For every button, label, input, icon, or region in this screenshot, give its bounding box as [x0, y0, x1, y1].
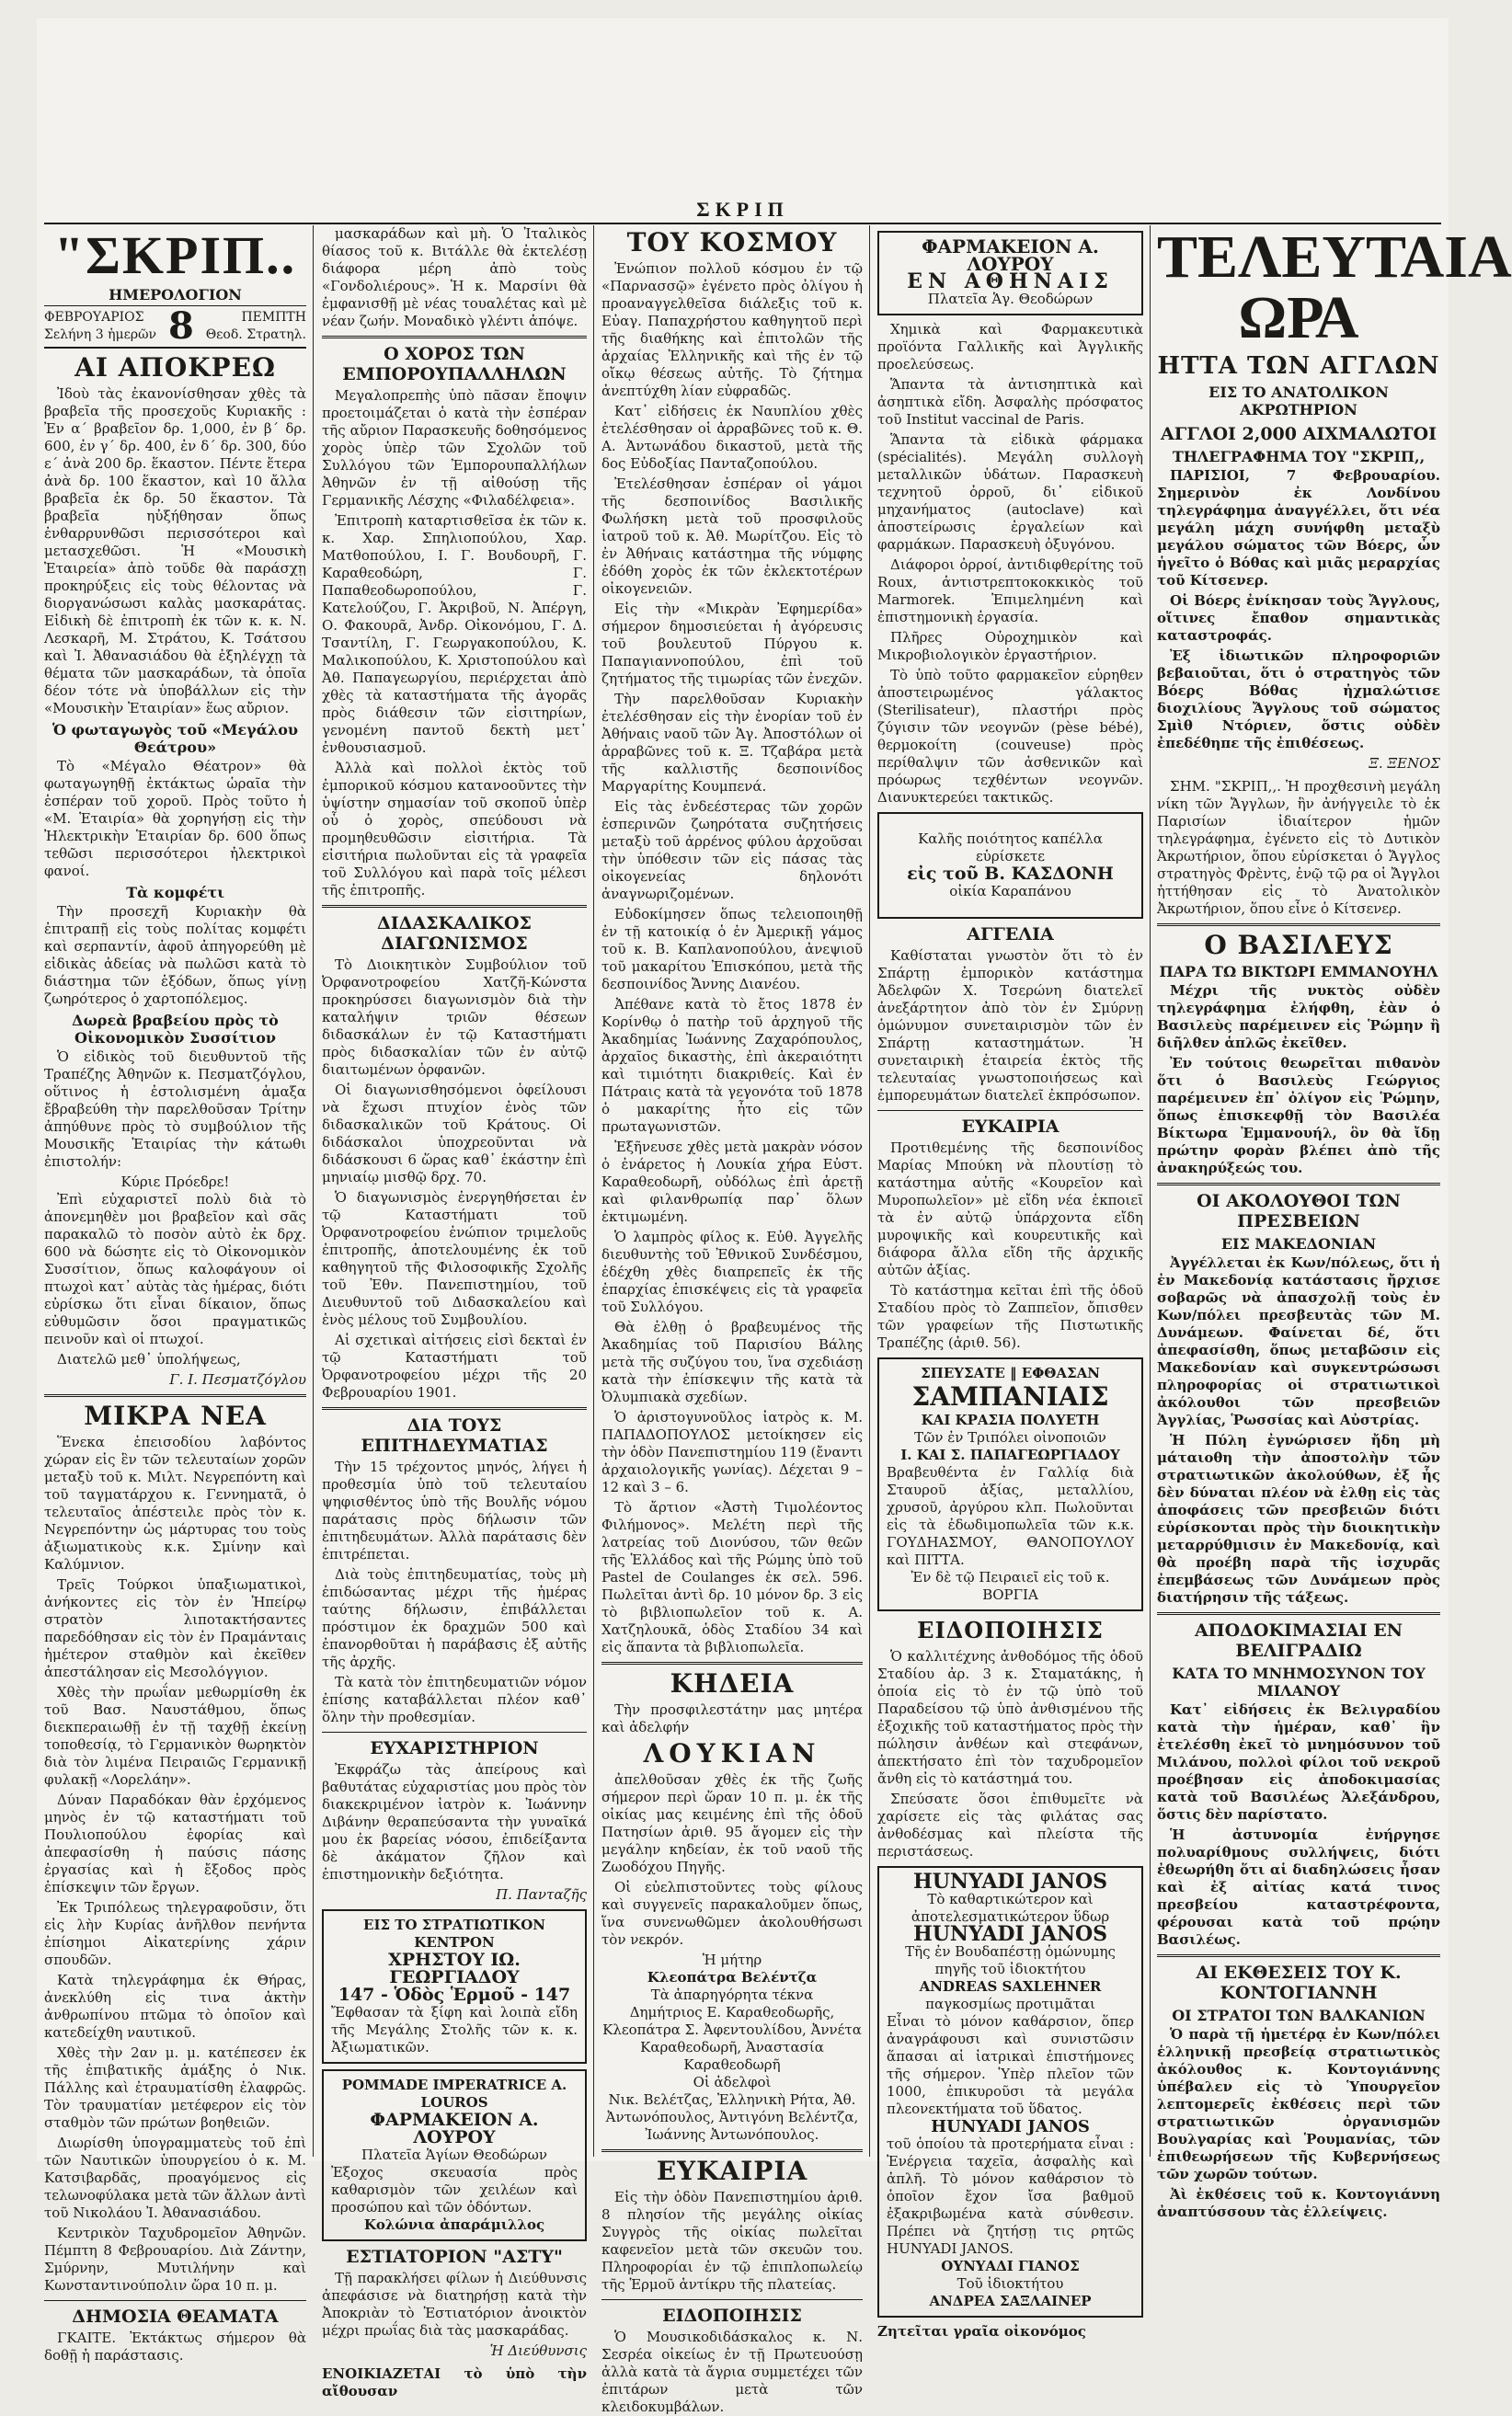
section-subtitle: ΚΑΤΑ ΤΟ ΜΝΗΜΟΣΥΝΟΝ ΤΟΥ ΜΙΛΑΝΟΥ — [1172, 1665, 1426, 1700]
news-item: Ἕνεκα ἐπεισοδίου λαβόντος χώραν εἰς ἓν τῶν τελευταίων χορῶν μεταξὺ τοῦ κ. Μιλτ. Νεγρεπόντη καὶ τοῦ ταγματάρχου κ. Γεννηματᾶ, ὁ τελευταῖος ἀπέστειλε πρὸς τὸν κ. Νεγρεπόντην ὡς μάρτυρας του τοὺς ἀξιωματικοὺς κ.κ. Σμίνην καὶ Καλύμνιον. — [44, 1434, 306, 1573]
ad-line: HUNYADI JANOS — [912, 1922, 1108, 1946]
signature: Ἡ Διεύθυνσις — [489, 2342, 587, 2359]
article-paragraph: Τὸ ὑπὸ τοῦτο φαρμακεῖον εὑρηθεν ἀποστειρωμένος γάλακτος (Sterilisateur), πλαστήρι πρὸς ζύγισιν τῶν νεογνῶν (pèse bébé), θερμοκοίτη (couveuse) πρὸς περίθαλψιν τῶν ἀσθενικῶν καὶ πρόωρως τεχθέντων νεογνῶν. Διανυκτερεύει τακτικῶς. — [877, 667, 1143, 806]
article-paragraph: ΣΗΜ. "ΣΚΡΙΠ,,. Ἡ προχθεσινὴ μεγάλη νίκη τῶν Ἄγγλων, ἣν ἀνήγγειλε τὸ ἐκ Παρισίων ἰδιαίτερον ἡμῶν τηλεγράφημα, ἐγένετο εἰς τὸ Δυτικὸν Ἀκρωτήριον, ὅπου εὑρίσκεται ὁ Ἄγγλος στρατηγὸς Φρὲντς, ἐνῷ τῷ ρα οἱ Ἄγγλοι ἡττήθησαν εἰς τὸ Ἀνατολικὸν Ἀκρωτήριον, ὅπου εἶνε ὁ Κίτσενερ. — [1157, 778, 1440, 917]
column-separator — [1150, 225, 1151, 2157]
headline: ΑΓΓΛΟΙ 2,000 ΑΙΧΜΑΛΩΤΟΙ — [1160, 424, 1437, 444]
section-title: Ο ΒΑΣΙΛΕΥΣ — [1204, 930, 1393, 960]
ad-line: Κολώνια ἀπαράμιλλος — [363, 2216, 545, 2233]
news-item: Τρεῖς Τούρκοι ὑπαξιωματικοὶ, ἀνήκοντες εἰς τὸν ἐν Ἠπείρῳ στρατὸν λιποτακτήσαντες παρεδόθησαν εἰς τὸν ἐν Πραμάνταις ἡμέτερον σταθμὸν καὶ ἐκεῖθεν ἀπεστάλησαν εἰς Μεσολόγγιον. — [44, 1576, 306, 1680]
date-saint: Θεοδ. Στρατηλ. — [205, 327, 306, 342]
news-item: Τὸ ἄρτιον «Ἀστὴ Τιμολέοντος Φιλήμονος». Μελέτη περὶ τῆς λατρείας τοῦ Διονύσου, τῶν θεῶν τῆς Ἑλλάδος καὶ τῆς Ρώμης ὑπὸ τοῦ Pastel de Coulanges ἐκ σελ. 596. Πωλεῖται ἀντὶ δρ. 10 μόνον δρ. 3 εἰς τὸ βιβλιοπωλεῖον τοῦ κ. Α. Χατζηλουκᾶ, ὁδὸς Σταδίου 34 καὶ εἰς ἅπαντα τὰ βιβλιοπωλεῖα. — [601, 1499, 863, 1655]
date-weekday: ΠΕΜΠΤΗ — [241, 310, 306, 325]
divider — [601, 2149, 863, 2152]
section-subtitle: ΟΙ ΣΤΡΑΤΟΙ ΤΩΝ ΒΑΛΚΑΝΙΩΝ — [1172, 2007, 1426, 2024]
article-paragraph: ΠΑΡΙΣΙΟΙ, 7 Φεβρουαρίου. Σημερινὸν ἐκ Λονδίνου τηλεγράφημα ἀναγγέλλει, ὅτι νέα μεγάλη μάχη συνήφθη μεταξὺ μεγάλου σώματος τῶν Βόερς, ὧν ἡγεῖτο ὁ Βόθας καὶ μιᾶς μεραρχίας τοῦ Κίτσενερ. — [1157, 467, 1440, 589]
article-paragraph: ἀπελθοῦσαν χθὲς ἐκ τῆς ζωῆς σήμερον περὶ ὥραν 10 π. μ. ἐκ τῆς οἰκίας μας κειμένης ἐπὶ τῆς ὁδοῦ Πατησίων ἀριθ. 95 ἄγομεν εἰς τὴν μεγάλην κηδείαν, ἐκ τοῦ ναοῦ τῆς Ζωοδόχου Πηγῆς. — [601, 1771, 863, 1875]
ad-line: ΦΑΡΜΑΚΕΙΟΝ Α. ΛΟΥΡΟΥ — [922, 235, 1099, 275]
article-paragraph: Τὸ «Μέγαλο Θέατρον» θὰ φωταγωγηθῇ ἐκτάκτως ὡραῖα τὴν ἑσπέραν τοῦ χοροῦ. Πρὸς τοῦτο ἡ «Μ. Ἑταιρία» θὰ χορηγήσῃ εἰς τὴν Ἠλεκτρικὴν Ἑταιρίαν δρ. 600 ὅπως τεθῶσι περισσότεροι ἠλεκτρικοὶ φανοί. — [44, 758, 306, 879]
divider — [601, 1662, 863, 1665]
ad-text: Εἶναι τὸ μόνον καθάρσιον, ὅπερ ἀναγράφουσι καὶ συνιστῶσιν ἅπασαι αἱ ἰατρικαὶ ἐπιστήμονες τῆς σήμερον. Ὑπὲρ πλεῖον τῶν 1000, ἐπικυροῦσι τὰ μεγάλα πλεονεκτήματα τοῦ ὕδατος. — [887, 2013, 1134, 2117]
letter-close: Διατελῶ μεθ᾽ ὑπολήψεως, — [57, 1351, 241, 1368]
classified-ad: ΕΝΟΙΚΙΑΖΕΤΑΙ τὸ ὑπὸ τὴν αἴθουσαν — [322, 2365, 587, 2399]
article-paragraph: Ὁ εἰδικὸς τοῦ διευθυντοῦ τῆς Τραπέζης Ἀθηνῶν κ. Πεσματζόγλου, οὕτινος ἡ ἐστολισμένη ἁμαξα ἔβραβεύθη τὴν παρελθοῦσαν Τρίτην ἀπηύθυνε πρὸς τὸ συμβούλιον τῆς Μουσικῆς Ἑταιρίας τὴν κάτωθι ἐπιστολήν: — [44, 1048, 306, 1170]
ad-line: ΕΝ ΑΘΗΝΑΙΣ — [907, 269, 1114, 293]
ad-line: ΕΙΣ ΤΟ ΣΤΡΑΤΙΩΤΙΚΟΝ ΚΕΝΤΡΟΝ — [363, 1917, 545, 1951]
section-title: ΕΥΚΑΙΡΙΑ — [656, 2156, 808, 2186]
news-item: Ὁ λαμπρὸς φίλος κ. Εὐθ. Ἀγγελῆς διευθυντὴς τοῦ Ἐθνικοῦ Συνδέσμου, ἐδέχθη χθὲς διαπρεπεῖς ἐκ τῆς ἐπαρχίας ἐπισκέψεις εἰς τὰ γραφεῖα τοῦ Συλλόγου. — [601, 1229, 863, 1315]
section-title: ΟΙ ΑΚΟΛΟΥΘΟΙ ΤΩΝ ΠΡΕΣΒΕΙΩΝ — [1197, 1191, 1401, 1231]
ad-line: Πλατεῖα Ἁγίων Θεοδώρων — [361, 2147, 547, 2163]
article-paragraph: Ἐξ ἰδιωτικῶν πληροφοριῶν βεβαιοῦται, ὅτι ὁ στρατηγὸς τῶν Βόερς Βόθας ἠχμαλώτισε διοχιλίους Ἄγγλους τοῦ σώματος Σμὶθ Ντόριεν, ὅστις οὐδὲν ἐπεδέθηπε τῆς ἐπιθέσεως. — [1157, 647, 1440, 751]
article-heading: ΤΗΛΕΓΡΑΦΗΜΑ ΤΟΥ "ΣΚΡΙΠ,, — [1172, 448, 1426, 465]
section-title: ΕΙΔΟΠΟΙΗΣΙΣ — [662, 2306, 802, 2326]
article-paragraph: Τὴν προσεχῆ Κυριακὴν θὰ ἐπιτραπῇ εἰς τοὺς πολίτας κομφέτι καὶ σερπαντίν, ἀφοῦ ἀπηγορεύθη μὲ εἰδικὰς ἀδείας νὰ πωλῶσι κατὰ τὸ διάστημα τῶν ἑξόδων, ὅπως γίνῃ ζωηρότερος ὁ χαρτοπόλεμος. — [44, 903, 306, 1007]
divider — [322, 336, 587, 338]
article-paragraph: Ἀγγέλλεται ἐκ Κων/πόλεως, ὅτι ἡ ἐν Μακεδονίᾳ κατάστασις ἤρχισε σοβαρῶς νὰ ἀπασχολῇ τοὺς ἐν Κων/πόλει πρεσβευτὰς τῶν Μ. Δυνάμεων. Φαίνεται δέ, ὅτι ἀπεφασίσθη, ὅπως μεταβῶσιν εἰς Μακεδονίαν καὶ συγκεντρώσωσι πληροφορίας οἱ στρατιωτικοὶ ἀκόλουθοι τῶν πρεσβειῶν Ἀγγλίας, Ῥωσσίας καὶ Αὐστρίας. — [1157, 1254, 1440, 1428]
article-paragraph: Μέχρι τῆς νυκτὸς οὐδὲν τηλεγράφημα ἐλήφθη, ἐὰν ὁ Βασιλεὺς παρέμεινεν εἰς Ῥώμην ἢ διῆλθεν ἁπλῶς ἐκεῖθεν. — [1157, 982, 1440, 1051]
ad-line: ΣΑΜΠΑΝΙΑΙΣ — [911, 1381, 1109, 1412]
news-item: Κεντρικὸν Ταχυδρομεῖον Ἀθηνῶν. Πέμπτη 8 Φεβρουαρίου. Διὰ Ζάντην, Σμύρνην, Μυτιλήνην καὶ Κωνσταντινούπολιν ὥρα 10 π. μ. — [44, 2225, 306, 2294]
classified-ad: Ζητεῖται γραῖα οἰκονόμος — [877, 2323, 1086, 2340]
letter-signature: Γ. Ι. Πεσματζόγλου — [169, 1371, 306, 1388]
ad-line: εἰς τοῦ Β. ΚΑΣΔΟΝΗ — [907, 864, 1114, 884]
section-title: ΚΗΔΕΙΑ — [670, 1668, 795, 1699]
column-separator — [313, 225, 314, 2157]
news-item: Κατὰ τηλεγράφημα ἐκ Θήρας, ἀνεκλύθη εἰς τινα ἀκτὴν ἀνθρωπίνου πτῶμα τὸ ὁποῖον καὶ κατεδείχθη ναυτικοῦ. — [44, 1972, 306, 2041]
ad-text: Ἐξοχος σκευασία πρὸς καθαρισμὸν τῶν χειλέων καὶ προσώπου καὶ τῶν ὀδόντων. — [331, 2164, 578, 2216]
article-paragraph: Ἐκφράζω τὰς ἀπείρους καὶ βαθυτάτας εὐχαριστίας μου πρὸς τὸν διακεκριμένον ἰατρὸν κ. Ἰωάννην Διβάνην θεραπεύσαντα τὴν γυναῖκά μου ἐκ βαρείας νόσου, ἐπιδείξαντα δὲ ἀκάματον ζῆλον καὶ ἐπιστημονικὴν δεξιότητα. — [322, 1761, 587, 1883]
date-bar — [44, 305, 306, 349]
date-month: ΦΕΒΡΟΥΑΡΙΟΣ — [44, 310, 144, 325]
article-heading: Δωρεὰ βραβείου πρὸς τὸ Οἰκονομικὸν Συσσίτιον — [72, 1012, 279, 1047]
article-paragraph: Ὁ παρὰ τῇ ἡμετέρᾳ ἐν Κων/πόλει ἑλληνικῇ πρεσβείᾳ στρατιωτικὸς ἀκόλουθος κ. Κοντογιάννης ὑπέβαλεν εἰς τὸ Ὑπουργεῖον λεπτομερεῖς ἐκθέσεις περὶ τῶν στρατιωτικῶν ὀργανισμῶν Βουλγαρίας καὶ Ῥουμανίας, τῶν ἐπιθεωρήσεων τῆς Κυβερνήσεως τῶν χωρῶν τούτων. — [1157, 2026, 1440, 2182]
ad-line: Ι. ΚΑΙ Σ. ΠΑΠΑΓΕΩΡΓΙΑΔΟΥ — [900, 1447, 1120, 1463]
last-hour-title: ΤΕΛΕΥΤΑΙΑ ΩΡΑ — [1157, 223, 1512, 351]
divider — [601, 2299, 863, 2300]
mourner-line: Οἱ ἀδελφοὶ — [693, 2074, 772, 2090]
section-subtitle: ΠΑΡΑ ΤΩ ΒΙΚΤΩΡΙ ΕΜΜΑΝΟΥΗΛ — [1159, 963, 1438, 980]
section-title: ΑΓΓΕΛΙΑ — [967, 924, 1054, 945]
news-item: Θὰ ἐλθῃ ὁ βραβευμένος τῆς Ἀκαδημίας τοῦ Παρισίου Βάλης μετὰ τῆς συζύγου του, ἵνα σχεδιάσῃ κατὰ τὴν ἐπίσκεψιν τῆς κατὰ τὰ Ὀλυμπιακὰ σχεδίων. — [601, 1319, 863, 1405]
news-item: Διωρίσθη ὑπογραμματεὺς τοῦ ἐπὶ τῶν Ναυτικῶν ὑπουργείου ὁ κ. Μ. Κατσιβαρδᾶς, προαγόμενος εἰς τελωνοφύλακα μετὰ τῶν ἄλλων ἀντὶ τοῦ Νικολάου Ἰ. Ἀθανασιάδου. — [44, 2135, 306, 2221]
news-item: Ἐκ Τριπόλεως τηλεγραφοῦσιν, ὅτι εἰς λὴν Κυρίας ἀνῆλθον πενήντα ἐπίσημοι Αἰκατερίνης χάριν σπουδῶν. — [44, 1899, 306, 1968]
ad-line: παγκοσμίως προτιμᾶται — [925, 1996, 1095, 2012]
paper-subtitle: ΗΜΕΡΟΛΟΓΙΟΝ — [109, 286, 242, 303]
news-item: Χθὲς τὴν πρωΐαν μεθωρμίσθη ἐκ τοῦ Βασ. Ναυστάθμου, ὅπως διεκπεραιωθῇ ἐν τῇ ταχθῇ ἐκείνῃ τοποθεσίᾳ, τὸ Γερμανικὸν θωρηκτὸν διὰ τὸν λιμένα Πειραιῶς Γερμανικῇ φυλακῇ «Λορελάην». — [44, 1684, 306, 1788]
ad-line: ANDREAS SAXLEHNER — [919, 1978, 1102, 1995]
article-paragraph: Ἅπαντα τὰ εἰδικὰ φάρμακα (spécialités). Μεγάλη συλλογὴ μεταλλικῶν ὑδάτων. Παρασκευὴ τεχνητοῦ ὀρροῦ, δι᾽ εἰδικοῦ μηχανήματος (autoclave) καὶ ἀποστείρωσις ἐργαλείων καὶ φαρμάκων. Παρασκευὴ ὀξυγόνου. — [877, 431, 1143, 553]
ad-line: Τοῦ ἰδιοκτήτου — [956, 2275, 1064, 2292]
ad-box — [877, 1866, 1143, 2318]
divider — [322, 905, 587, 908]
section-title: ΕΥΚΑΙΡΙΑ — [961, 1116, 1060, 1137]
deceased-name: ΛΟΥΚΙΑΝ — [643, 1738, 821, 1769]
article-paragraph: Μεγαλοπρεπὴς ὑπὸ πᾶσαν ἔποψιν προετοιμάζεται ὁ κατὰ τὴν ἑσπέραν τῆς αὔριον Παρασκευῆς δοθησόμενος χορὸς ὑπὲρ τῶν Σχολῶν τοῦ Συλλόγου τῶν Ἐμπορουπαλλήλων Ἀθηνῶν ἐν τῇ αἰθούσῃ τῆς Γερμανικῆς Λέσχης «Φιλαδέλφεια». — [322, 387, 587, 509]
news-item: Χθὲς τὴν 2αν μ. μ. κατέπεσεν ἐκ τῆς ἐπιβατικῆς ἁμάξης ὁ Νικ. Πάλλης καὶ ἐτραυματίσθη ἐλαφρῶς. Τὸν τραυματίαν μετέφερον εἰς τὸν σταθμὸν τῶν πρώτων βοηθειῶν. — [44, 2044, 306, 2131]
column-1 — [44, 225, 306, 2364]
news-item: Εἰς τὰς ἐνδεέστερας τῶν χορῶν ἑσπερινῶν ζωηρότατα συζητήσεις μεταξὺ τοῦ ἀρρένος φύλου ἀρχοῦσαι τὴν ὑπόθεσιν τῶν εἰς πάσας τὰς οἰκογενείας δηλονότι ἀναγνωριζομένων. — [601, 798, 863, 902]
news-item: Εἰς τὴν «Μικρὰν Ἐφημερίδα» σήμερον δημοσιεύεται ἡ ἀγόρευσις τοῦ βουλευτοῦ Πύργου κ. Παπαγιαννοπούλου, ἐπὶ τοῦ ζητήματος τῆς τιμωρίας τῶν ἐνεχῶν. — [601, 601, 863, 687]
section-title: ΔΙΑ ΤΟΥΣ ΕΠΙΤΗΔΕΥΜΑΤΙΑΣ — [361, 1415, 548, 1456]
column-5 — [1157, 223, 1512, 2220]
divider — [44, 1394, 306, 1397]
ad-box — [877, 812, 1143, 919]
date-number: 8 — [167, 304, 194, 348]
news-item: Δύναν Παραδόκαν θὰν ἐρχόμενος μηνὸς ἐν τῷ καταστήματι τοῦ Πουλιοπούλου ἐφορίας καὶ ἀπεφασίσθη ἡ παύσις πάσης ἐργασίας καὶ ἡ ἔξοδος πρὸς ἐπίσκεψιν τῶν ἔργων. — [44, 1792, 306, 1895]
news-item: Ἐξῆνευσε χθὲς μετὰ μακρὰν νόσον ὁ ἐνάρετος ἡ Λουκία χήρα Εὐστ. Καραθεοδωρῆ, οὐδόλως ἐπὶ ἀρετῇ καὶ φιλανθρωπίᾳ παρ᾽ ὅλων ἐκτιμωμένη. — [601, 1139, 863, 1225]
article-paragraph: Καθίσταται γνωστὸν ὅτι τὸ ἐν Σπάρτῃ ἐμπορικὸν κατάστημα Ἀδελφῶν Χ. Τσερώνη διατελεῖ ἀνεξάρτητον ἀπὸ τὸν ἐν Σμύρνῃ ὁμώνυμον συνεταιρισμὸν τῶν ἐν Σπάρτῃ καταστημάτων. Ἠ συνεταιρικὴ ἐταιρεία ἐκτὸς τῆς τελευταίας γνωστοποιήσεως καὶ ἐμπορευμάτων διατελεῖ ἐκπρόσωπον. — [877, 947, 1143, 1104]
ad-line: ΦΑΡΜΑΚΕΙΟΝ Α. ΛΟΥΡΟΥ — [370, 2110, 539, 2147]
news-item: Κατ᾽ εἰδήσεις ἐκ Ναυπλίου χθὲς ἐτελέσθησαν οἱ ἀρραβῶνες τοῦ κ. Θ. Α. Ἀντωνάδου δικαστοῦ, μετὰ τῆς δος Εὐδοξίας Πανταζοπούλου. — [601, 403, 863, 472]
article-paragraph: Ἡ ἀστυνομία ἐνήργησε πολυαρίθμους συλλήψεις, διότι ἐθεωρήθη ὅτι αἱ διαδηλώσεις ἦσαν καὶ ἐξ αἰτίας κατά τινος πρεσβείου καταστρέφοντα, φέρουσαι κατὰ τοῦ πρῴην Βασιλέως. — [1157, 1826, 1440, 1948]
ad-box — [322, 1909, 587, 2064]
ad-text: τοῦ ὁποίου τὰ προτερήματα εἶναι : Ἐνέργεια ταχεῖα, ἀσφαλὴς καὶ ἀπλῆ. Τὸ μόνον καθάρσιον τὸ ὁποῖον ἔχον ἴσα βαθμοῦ ἐξακριβωμένα κατὰ σύνθεσιν. Πρέπει νὰ ζητήσῃ τις ρητῶς HUNYADI JANOS. — [887, 2135, 1134, 2257]
article-paragraph: Διὰ τοὺς ἐπιτηδευματίας, τοὺς μὴ ἐπιδώσαντας μέχρι τῆς ἡμέρας ταύτης δήλωσιν, ἐπιβάλλεται πρόστιμον ἐκ δραχμῶν 500 καὶ ἐπανορθοῦται ἡ παράβασις ἐξ αὐτῆς τῆς ἀρχῆς. — [322, 1566, 587, 1670]
headline: ΕΙΣ ΤΟ ΑΝΑΤΟΛΙΚΟΝ ΑΚΡΩΤΗΡΙΟΝ — [1208, 384, 1389, 418]
mourner-line: Δημήτριος Ε. Καραθεοδωρῆς, Κλεοπάτρα Σ. Ἀφεντουλίδου, Ἀννέτα Καραθεοδωρῆ, Ἀναστασία Καραθεοδωρῆ — [602, 2004, 862, 2073]
ad-line: ΧΡΗΣΤΟΥ ΙΩ. ΓΕΩΡΓΙΑΔΟΥ — [388, 1950, 521, 1987]
section-title: ΕΣΤΙΑΤΟΡΙΟΝ "ΑΣΤΥ" — [346, 2247, 563, 2267]
date-moon: Σελήνη 3 ἡμερῶν — [44, 327, 157, 342]
article-paragraph: Εἰς τὴν ὁδὸν Πανεπιστημίου ἀριθ. 8 πλησίον τῆς μεγάλης οἰκίας Συγγρὸς τῆς οἰκίας πωλεῖται καφενεῖον μετὰ τῶν σκευῶν του. Πληροφορίαι ἐν τῷ ἐπιπλοπωλείῳ τῆς Ἑρμοῦ ἁντίκρυ τῆς πλατείας. — [601, 2189, 863, 2293]
article-paragraph: Ἐπιτροπὴ καταρτισθεῖσα ἐκ τῶν κ. κ. Χαρ. Σπηλιοπούλου, Χαρ. Ματθοπούλου, Ι. Γ. Βουδουρῆ, Γ. Καραθεοδώρη, Γ. Παπαθεοδωροπούλου, Γ. Κατελούζου, Γ. Ἀκριβοῦ, Ν. Ἀπέργη, Ο. Φακουρᾶ, Ἀνδρ. Οἰκονόμου, Γ. Δ. Τσαντίλη, Γ. Γεωργακοπούλου, Κ. Μαλικοπούλου, Κ. Χριστοπούλου καὶ Ἀθ. Παπαγεωργίου, περιέρχεται ἀπὸ χθὲς τὰ καταστήματα τῆς ἀγορᾶς πρὸς διάθεσιν τῶν εἰσιτηρίων, γενομένη παντοῦ δεκτὴ μετ᾽ ἐνθουσιασμοῦ. — [322, 512, 587, 756]
ad-line: οἰκία Καραπάνου — [949, 883, 1071, 899]
section-title: ΤΟΥ ΚΟΣΜΟΥ — [626, 227, 838, 258]
article-paragraph: Τὴν 15 τρέχοντος μηνός, λήγει ἡ προθεσμία ὑπὸ τοῦ τελευταίου ψηφισθέντος ὑπὸ τῆς Βουλῆς νόμου παράτασις πρὸς δήλωσιν τῶν ἐπιτηδευμάτων. Ἀλλὰ παράτασις δὲν ἐπιτρέπεται. — [322, 1459, 587, 1563]
article-heading: Ὁ φωταγωγὸς τοῦ «Μεγάλου Θεάτρου» — [52, 721, 299, 756]
news-item: Ἐνώπιον πολλοῦ κόσμου ἐν τῷ «Παρνασσῷ» ἐγένετο πρὸς ὀλίγου ἡ προαναγγελθεῖσα διάλεξις τοῦ κ. Εὐαγ. Παπαχρήστου καθηγητοῦ περὶ τῆς διαθήκης καὶ ἐπιτολῶν τῆς ἀρχαίας Ἑλληνικῆς καὶ τῆς ἐν τῷ οἴκῳ θέσεως αὐτῆς. Τὸ ζήτημα ἀνεπτύχθη λίαν εὐφραδῶς. — [601, 260, 863, 399]
divider — [44, 2300, 306, 2301]
article-paragraph: Ἡ Πύλη ἐγνώρισεν ἤδη μὴ μάταιοθη τὴν ἀποστολὴν τῶν στρατιωτικῶν ἀκολούθων, ἐξ ἧς δὲν δύναται πλέον νὰ ἐλθῃ εἰς τὰς ἀποφάσεις τῶν πρεσβειῶν διότι εὑρίσκονται πρὸς τὴν διοικητικὴν μεταρρύθμισιν ἐν Μακεδονίᾳ, καὶ θὰ προέβη παρὰ τῆς ἰσχυρᾶς ἐπεμβάσεως τῶν Δυνάμεων πρὸς διατήρησιν τῆς τάξεως. — [1157, 1432, 1440, 1606]
article-paragraph: Οἱ Βόερς ἐνίκησαν τοὺς Ἄγγλους, οἵτινες ἔπαθον σημαντικὰς καταστροφάς. — [1157, 592, 1440, 644]
divider — [322, 1732, 587, 1733]
news-item: Ἐτελέσθησαν ἐσπέραν οἱ γάμοι τῆς δεσποινίδος Βασιλικῆς Φωλήσκη μετὰ τοῦ προσφιλοῦς ἰατροῦ τοῦ κ. Ἀθ. Μωρίτζου. Εἰς τὸ ἐν Ἀθήναις κατάστημα τῆς νύμφης ἐδόθη χορὸς ἐκ τῶν ἐκλεκτοτέρων οἰκογενειῶν. — [601, 475, 863, 597]
news-item: Ὁ ἀριστογυνοῦλος ἰατρὸς κ. Μ. ΠΑΠΑΔΟΠΟΥΛΟΣ μετοίκησεν εἰς τὴν ὁδὸν Πανεπιστημίου 119 (ἔναντι ἀρχαιολογικῆς γωνίας). Δέχεται 9 – 12 καὶ 3 – 6. — [601, 1409, 863, 1495]
article-paragraph: Τὸ Διοικητικὸν Συμβούλιον τοῦ Ὀρφανοτροφείου Χατζῆ-Κώνστα προκηρύσσει διαγωνισμὸν διὰ τὴν καταλήψιν τριῶν θέσεων διδασκάλων ἐν τῷ Καταστήματι πρὸς διδασκαλίαν τῶν ἐν αὐτῷ διαιτωμένων ὀρφανῶν. — [322, 956, 587, 1078]
ad-line: HUNYADI JANOS — [931, 2117, 1090, 2136]
article-paragraph: Τὰ κατὰ τὸν ἐπιτηδευματιῶν νόμον ἐπίσης καταβάλλεται πλέον καθ᾽ ὅλην τὴν προθεσμίαν. — [322, 1674, 587, 1725]
ad-line: HUNYADI JANOS — [912, 1870, 1108, 1894]
section-title: ΜΙΚΡΑ ΝΕΑ — [84, 1401, 267, 1431]
column-separator — [593, 225, 594, 2157]
article-paragraph: Οἱ διαγωνισθησόμενοι ὀφείλουσι νὰ ἔχωσι πτυχίον ἐνὸς τῶν διδασκαλικῶν τοῦ Κράτους. Οἱ διδάσκαλοι ὑποχρεοῦνται νὰ διδάσκουσι 6 ὥρας καθ᾽ ἑκάστην ἐπὶ μηνιαίῳ μισθῷ δρχ. 70. — [322, 1082, 587, 1185]
section-title: ΕΥΧΑΡΙΣΤΗΡΙΟΝ — [370, 1738, 539, 1758]
article-paragraph: Τὴν προσφιλεστάτην μας μητέρα καὶ ἀδελφήν — [601, 1701, 863, 1735]
column-4 — [877, 225, 1143, 2340]
section-title: ΔΙΔΑΣΚΑΛΙΚΟΣ ΔΙΑΓΩΝΙΣΜΟΣ — [377, 913, 532, 954]
section-title: ΑΠΟΔΟΚΙΜΑΣΙΑΙ ΕΝ ΒΕΛΙΓΡΑΔΙΩ — [1194, 1620, 1403, 1661]
article-paragraph: Ὁ καλλιτέχνης ἀνθοδόμος τῆς ὁδοῦ Σταδίου ἀρ. 3 κ. Σταματάκης, ἡ ὁποία εἰς τὸ ἐν τῷ ὑπὸ τοῦ Παραδείσου τῷ ὑπὸ ἀνθισμένου τῆς ἐξοχικῆς τοῦ καταστήματος πρὸς τὴν πώλησιν ἀνθέων καὶ στεφάνων, ἀπεκτήσατο ἐπὶ τὸν ταχυδρομεῖον ἄνθη εἰς τὸ κατάστημά του. — [877, 1648, 1143, 1787]
article-paragraph: Προτιθεμένης τῆς δεσποινίδος Μαρίας Μπούκη νὰ πλουτίσῃ τὸ κατάστημα αὐτῆς «Κουρεῖον καὶ Μυροπωλεῖον» μὲ εἴδη νέα ἐκποιεῖ τὰ ἐν αὐτῷ ὑπάρχοντα εἴδη μυροψικῆς καὶ κουρευτικῆς καὶ διάφορα ἄλλα εἴδη τῆς ἀρχικῆς αὐτῶν ἀξίας. — [877, 1139, 1143, 1278]
article-paragraph: Ἰδοὺ τὰς ἐκανονίσθησαν χθὲς τὰ βραβεῖα τῆς προσεχοῦς Κυριακῆς : Ἐν α´ βραβεῖον δρ. 1,000, ἐν β´ δρ. 600, ἐν γ´ δρ. 400, ἐν δ´ δρ. 300, δύο ε´ ἀνὰ 200 δρ. ἕκαστον. Πέντε ἕτερα ἀνὰ δρ. 100 ἕκαστον, καὶ 10 ἄλλα βραβεῖα ἐκ δρ. 50 ἕκαστον. Τὰ βραβεῖα ηὐξήθησαν ὅπως ἐνθαρρυνθῶσι περισσότεροι καὶ μετασχεθῶσι. Ἡ «Μουσικὴ Ἑταιρεία» ἀπὸ τοῦδε θὰ παράσχῃ προκηρύξεις εἰς τοὺς θέλοντας νὰ διοργανώσωσι καλὰς μασκαράτας. Εἰδικὴ δὲ ἐπιτροπὴ ἐκ τῶν κ. κ. Ν. Λεσκαρῆ, Μ. Στράτου, Κ. Τσάτσου καὶ Ἰ. Ἀθανασιάδου θὰ ἐξηλέγχῃ τὰ θέματα τῶν μασκαράδων, τὰ ὁποῖα δέον τότε νὰ ὑποβάλλων εἰς τὴν «Μουσικὴν Ἑταιρίαν» ἕως αὔριον. — [44, 385, 306, 716]
article-paragraph: Πλῆρες Οὐροχημικὸν καὶ Μικροβιολογικὸν ἐργαστήριον. — [877, 629, 1143, 663]
article-paragraph: Τῇ παρακλήσει φίλων ἡ Διεύθυνσις ἀπεφάσισε νὰ διατηρήσῃ κατὰ τὴν Ἀποκριὰν τὸ Ἑστιατόριον ἀνοικτὸν μέχρι πρωΐας διὰ τὰς μασκαράδας. — [322, 2270, 587, 2339]
mourner-line: Κλεοπάτρα Βελέντζα — [647, 1969, 818, 1986]
divider — [1157, 1612, 1440, 1615]
divider — [1157, 1954, 1440, 1957]
headline: ΗΤΤΑ ΤΩΝ ΑΓΓΛΩΝ — [1157, 352, 1440, 380]
ad-line: ΣΠΕΥΣΑΤΕ ‖ ΕΦΘΑΣΑΝ — [921, 1365, 1100, 1381]
signature: Ξ. ΞΕΝΟΣ — [1369, 755, 1440, 772]
running-masthead: ΣΚΡΙΠ — [696, 198, 789, 221]
mourner-line: Ἡ μήτηρ — [702, 1952, 762, 1968]
divider — [322, 1407, 587, 1410]
ad-line: Καλῆς ποιότητος καπέλλα εὑρίσκετε — [918, 830, 1103, 864]
article-paragraph: Ὁ διαγωνισμὸς ἐνεργηθήσεται ἐν τῷ Καταστήματι τοῦ Ὀρφανοτροφείου ἐνώπιον τριμελοῦς ἐπιτροπῆς, ἀποτελουμένης ἐκ τοῦ καθηγητοῦ τῆς Φιλοσοφικῆς Σχολῆς τοῦ Ἐθν. Πανεπιστημίου, τοῦ Διευθυντοῦ τοῦ Διδασκαλείου καὶ ἑνὸς μέλους τοῦ Συμβουλίου. — [322, 1189, 587, 1328]
ad-line: 147 - Ὁδὸς Ἑρμοῦ - 147 — [338, 1985, 571, 2005]
ad-box — [877, 1357, 1143, 1611]
ad-line: ΑΝΔΡΕΑ ΣΑΞΛΑΙΝΕΡ — [929, 2293, 1092, 2309]
mourner-line: Νικ. Βελέτζας, Ἑλληνικὴ Ρήτα, Ἀθ. Ἀντωνόπουλος, Ἀντιγόνη Βελέντζα, Ἰωάννης Ἀντωνόπουλος. — [605, 2091, 859, 2143]
section-title: ΑΙ ΕΚΘΕΣΕΙΣ ΤΟΥ Κ. ΚΟΝΤΟΓΙΑΝΝΗ — [1196, 1963, 1402, 2003]
signature: Π. Πανταζῆς — [496, 1886, 587, 1903]
article-paragraph: Αἱ σχετικαὶ αἰτήσεις εἰσὶ δεκταὶ ἐν τῷ Καταστήματι τοῦ Ὀρφανοτροφείου μέχρι τῆς 20 Φεβρουαρίου 1901. — [322, 1332, 587, 1401]
article-paragraph: Ἀὶ ἐκθέσεις τοῦ κ. Κοντογιάννη ἀναπτύσσουν τὰς ἐλλείψεις. — [1157, 2186, 1440, 2220]
newspaper-page — [37, 18, 1512, 2415]
ad-line: Τὸ καθαρτικώτερον καὶ ἀποτελεσματικώτερον ὕδωρ — [911, 1891, 1110, 1925]
ad-line: Τῆς ἐν Βουδαπέστῃ ὁμώνυμης πηγῆς τοῦ ἰδιοκτήτου — [905, 1943, 1116, 1977]
ad-line: Τῶν ἐν Τριπόλει οἰνοποιῶν — [914, 1429, 1106, 1446]
ad-box — [877, 231, 1143, 315]
section-subtitle: ΕΙΣ ΜΑΚΕΔΟΝΙΑΝ — [1220, 1235, 1377, 1253]
section-title: ΔΗΜΟΣΙΑ ΘΕΑΜΑΤΑ — [72, 2307, 279, 2327]
news-item: Ἀπέθανε κατὰ τὸ ἔτος 1878 ἐν Κορίνθῳ ὁ πατὴρ τοῦ ἀρχηγοῦ τῆς Ἀκαδημίας Ἰωάννης Ζαχαρόπουλος, ἀρχαῖος δικαστὴς, ἐπὶ ἀκεραιότητι καὶ τιμιότητι διακριθείς. Καὶ ἐν Πάτραις κατὰ τὰ γεγονότα τοῦ 1878 ὁ μακαρίτης ἦτο εἰς τῶν πρωταγωνιστῶν. — [601, 996, 863, 1135]
ad-line: ΟΥΝΥΑΔΙ ΓΙΑΝΟΣ — [941, 2258, 1080, 2274]
article-paragraph: Διάφοροι ὀρροί, ἀντιδιφθερίτης τοῦ Roux, ἀντιστρεπτοκοκκικὸς τοῦ Marmorek. Ἐπιμελημένη καὶ ἐπιστημονικὴ ἐργασία. — [877, 556, 1143, 625]
ad-line: POMMADE IMPERATRICE A. LOUROS — [341, 2077, 567, 2111]
article-paragraph: Ἐν τούτοις θεωρεῖται πιθανὸν ὅτι ὁ Βασιλεὺς Γεώργιος παρέμεινεν ἐπ᾽ ὀλίγον εἰς Ῥώμην, ὅπως ἐπισκεφθῇ τὸν Βασιλέα Βίκτωρα Ἐμμανουήλ, ὃν θὰ ἴδῃ πρώτην φορὰν βλέπει ἀπὸ τῆς ἀνακηρύξεώς του. — [1157, 1055, 1440, 1176]
ad-line: Πλατεῖα Ἁγ. Θεοδώρων — [927, 291, 1094, 307]
divider — [1157, 1183, 1440, 1185]
article-paragraph: Σπεύσατε ὅσοι ἐπιθυμεῖτε νὰ χαρίσετε εἰς τὰς φιλάτας σας ἀνθοδέσμας καὶ πλείστα τῆς περιστάσεως. — [877, 1791, 1143, 1860]
article-heading: Τὰ κομφέτι — [126, 884, 224, 901]
column-2 — [322, 225, 587, 2399]
news-item: Εὐδοκίμησεν ὅπως τελειοποιηθῇ ἐν τῇ κατοικίᾳ ὁ ἐν Ἀμερικῇ γάμος τοῦ κ. Β. Καπλανοπούλου, ἀνεψιοῦ τοῦ μακαρίτου Ἐπισκόπου, μετὰ τῆς δεσποινίδος Ἄννης Διανέου. — [601, 906, 863, 992]
article-paragraph: Οἱ εὐελπιστοῦντες τοὺς φίλους καὶ συγγενεῖς παρακαλοῦμεν ὅπως, ἵνα συνενωθῶμεν ἀκολουθήσωσι τὸν νεκρόν. — [601, 1879, 863, 1948]
column-3 — [601, 225, 863, 2415]
section-title: ΑΙ ΑΠΟΚΡΕΩ — [74, 352, 276, 383]
article-paragraph: ΓΚΑΙΤΕ. Ἐκτάκτως σήμερον θὰ δοθῇ ἡ παράστασις. — [44, 2330, 306, 2364]
article-paragraph: μασκαράδων καὶ μὴ. Ὁ Ἰταλικὸς θίασος τοῦ κ. Βιτάλλε θὰ ἐκτελέσῃ διάφορα μέρη ἀπὸ τοὺς «Γονδολιέρους». Ἡ κ. Μαρσίνι θὰ ἐμφανισθῇ μὲ νέας τουαλέτας καὶ μὲ νέαν ζωήν. Μοναδικὸ γλέντι ἀπόψε. — [322, 225, 587, 329]
section-title: Ο ΧΟΡΟΣ ΤΩΝ ΕΜΠΟΡΟΥΠΑΛΛΗΛΩΝ — [342, 344, 567, 384]
ad-box — [322, 2069, 587, 2241]
ad-text: Ἔφθασαν τὰ ξίφη καὶ λοιπὰ εἴδη τῆς Μεγάλης Στολῆς τῶν κ. κ. Ἀξιωματικῶν. — [331, 2004, 578, 2055]
news-item: Τὴν παρελθοῦσαν Κυριακὴν ἐτελέσθησαν εἰς τὴν ἐνορίαν τοῦ ἐν Ἀθήναις ναοῦ τῶν Ἁγ. Ἀποστόλων οἱ ἀρραβῶνες τοῦ κ. Ξ. Τζαβάρα μετὰ τῆς καλλιστῆς δεσποινίδος Μαργαρίτης Κουμπενά. — [601, 691, 863, 795]
article-paragraph: Ἅπαντα τὰ ἀντισηπτικὰ καὶ ἀσηπτικὰ εἴδη. Ἀσφαλὴς πρόσφατος τοῦ Institut vaccinal de Paris. — [877, 376, 1143, 428]
article-paragraph: Ἀλλὰ καὶ πολλοὶ ἐκτὸς τοῦ ἐμπορικοῦ κόσμου κατανοοῦντες τὴν ὑψίστην σημασίαν τοῦ σκοποῦ ὑπὲρ οὗ ὁ χορὸς, σπεύδουσι νὰ προμηθευθῶσιν εἰσιτήρια. Τὰ εἰσιτήρια πωλοῦνται εἰς τὰ γραφεῖα τοῦ Συλλόγου καὶ παρὰ τοῖς μέλεσι τῆς ἐπιτροπῆς. — [322, 760, 587, 899]
section-title: ΕΙΔΟΠΟΙΗΣΙΣ — [917, 1617, 1104, 1643]
article-paragraph: Ἐπὶ εὐχαριστεῖ πολὺ διὰ τὸ ἀπονεμηθὲν μοι βραβεῖον καὶ σᾶς παρακαλῶ τὸ ποσὸν αὐτὸ ἐκ δρχ. 600 νὰ δώσητε εἰς τὸ Οἰκονομικὸν Συσσίτιον, ὅπως καλοφάγουν οἱ πτωχοὶ κατ᾽ αὐτὰς τὰς ἡμέρας, διότι εὐρίσκω ὅτι εἶναι δίκαιον, ὅπως εὐθυμῶσιν ὅσοι πραγματικῶς πεινοῦν καὶ οἱ πτωχοί. — [44, 1191, 306, 1347]
ad-line: Ἐν δὲ τῷ Πειραιεῖ εἰς τοῦ κ. ΒΟΡΓΙΑ — [911, 1569, 1110, 1603]
article-paragraph: Κατ᾽ εἰδήσεις ἐκ Βελιγραδίου κατὰ τὴν ἡμέραν, καθ᾽ ἣν ἐτελέσθη ἐκεῖ τὸ μνημόσυνον τοῦ Μιλάνου, πολλοὶ φίλοι τοῦ νεκροῦ προέβησαν εἰς ἀποδοκιμασίας κατὰ τοῦ Βασιλέως Ἀλεξάνδρου, ὅστις δὲν παρίστατο. — [1157, 1701, 1440, 1823]
article-paragraph: Χημικὰ καὶ Φαρμακευτικὰ προϊόντα Γαλλικῆς καὶ Ἀγγλικῆς προελεύσεως. — [877, 321, 1143, 372]
article-paragraph: Τὸ κατάστημα κεῖται ἐπὶ τῆς ὁδοῦ Σταδίου πρὸς τὸ Ζαππεῖον, ὄπισθεν τῶν γραφείων τῆς Πιστωτικῆς Τραπέζης (ἀριθ. 56). — [877, 1282, 1143, 1351]
divider — [1157, 923, 1440, 926]
ad-text: Βραβευθέντα ἐν Γαλλίᾳ διὰ Σταυροῦ ἀξίας, μεταλλίου, χρυσοῦ, ἀργύρου κλπ. Πωλοῦνται εἰς τὰ ἐδωδιμοπωλεῖα τῶν κ.κ. ΓΟΥΔΗΑΣΜΟΥ, ΘΑΝΟΠΟΥΛΟΥ καὶ ΠΙΤΤΑ. — [887, 1464, 1134, 1568]
mourner-line: Τὰ ἀπαρηγόρητα τέκνα — [650, 1987, 814, 2003]
paper-title: "ΣΚΡΙΠ.. — [53, 225, 297, 285]
letter-greeting: Κύριε Πρόεδρε! — [120, 1174, 230, 1190]
column-separator — [869, 225, 870, 2157]
article-paragraph: Ὁ Μουσικοδιδάσκαλος κ. Ν. Σεσρέα οἰκείως ἐν τῇ Πρωτευούσῃ ἀλλὰ κατὰ τὰ ἄγρια συμμετέχει τῶν ἐπιτάρων μετὰ τῶν κλειδοκυμβάλων. — [601, 2329, 863, 2415]
divider — [877, 1110, 1143, 1111]
ad-line: ΚΑΙ ΚΡΑΣΙΑ ΠΟΛΥΕΤΗ — [921, 1412, 1100, 1428]
